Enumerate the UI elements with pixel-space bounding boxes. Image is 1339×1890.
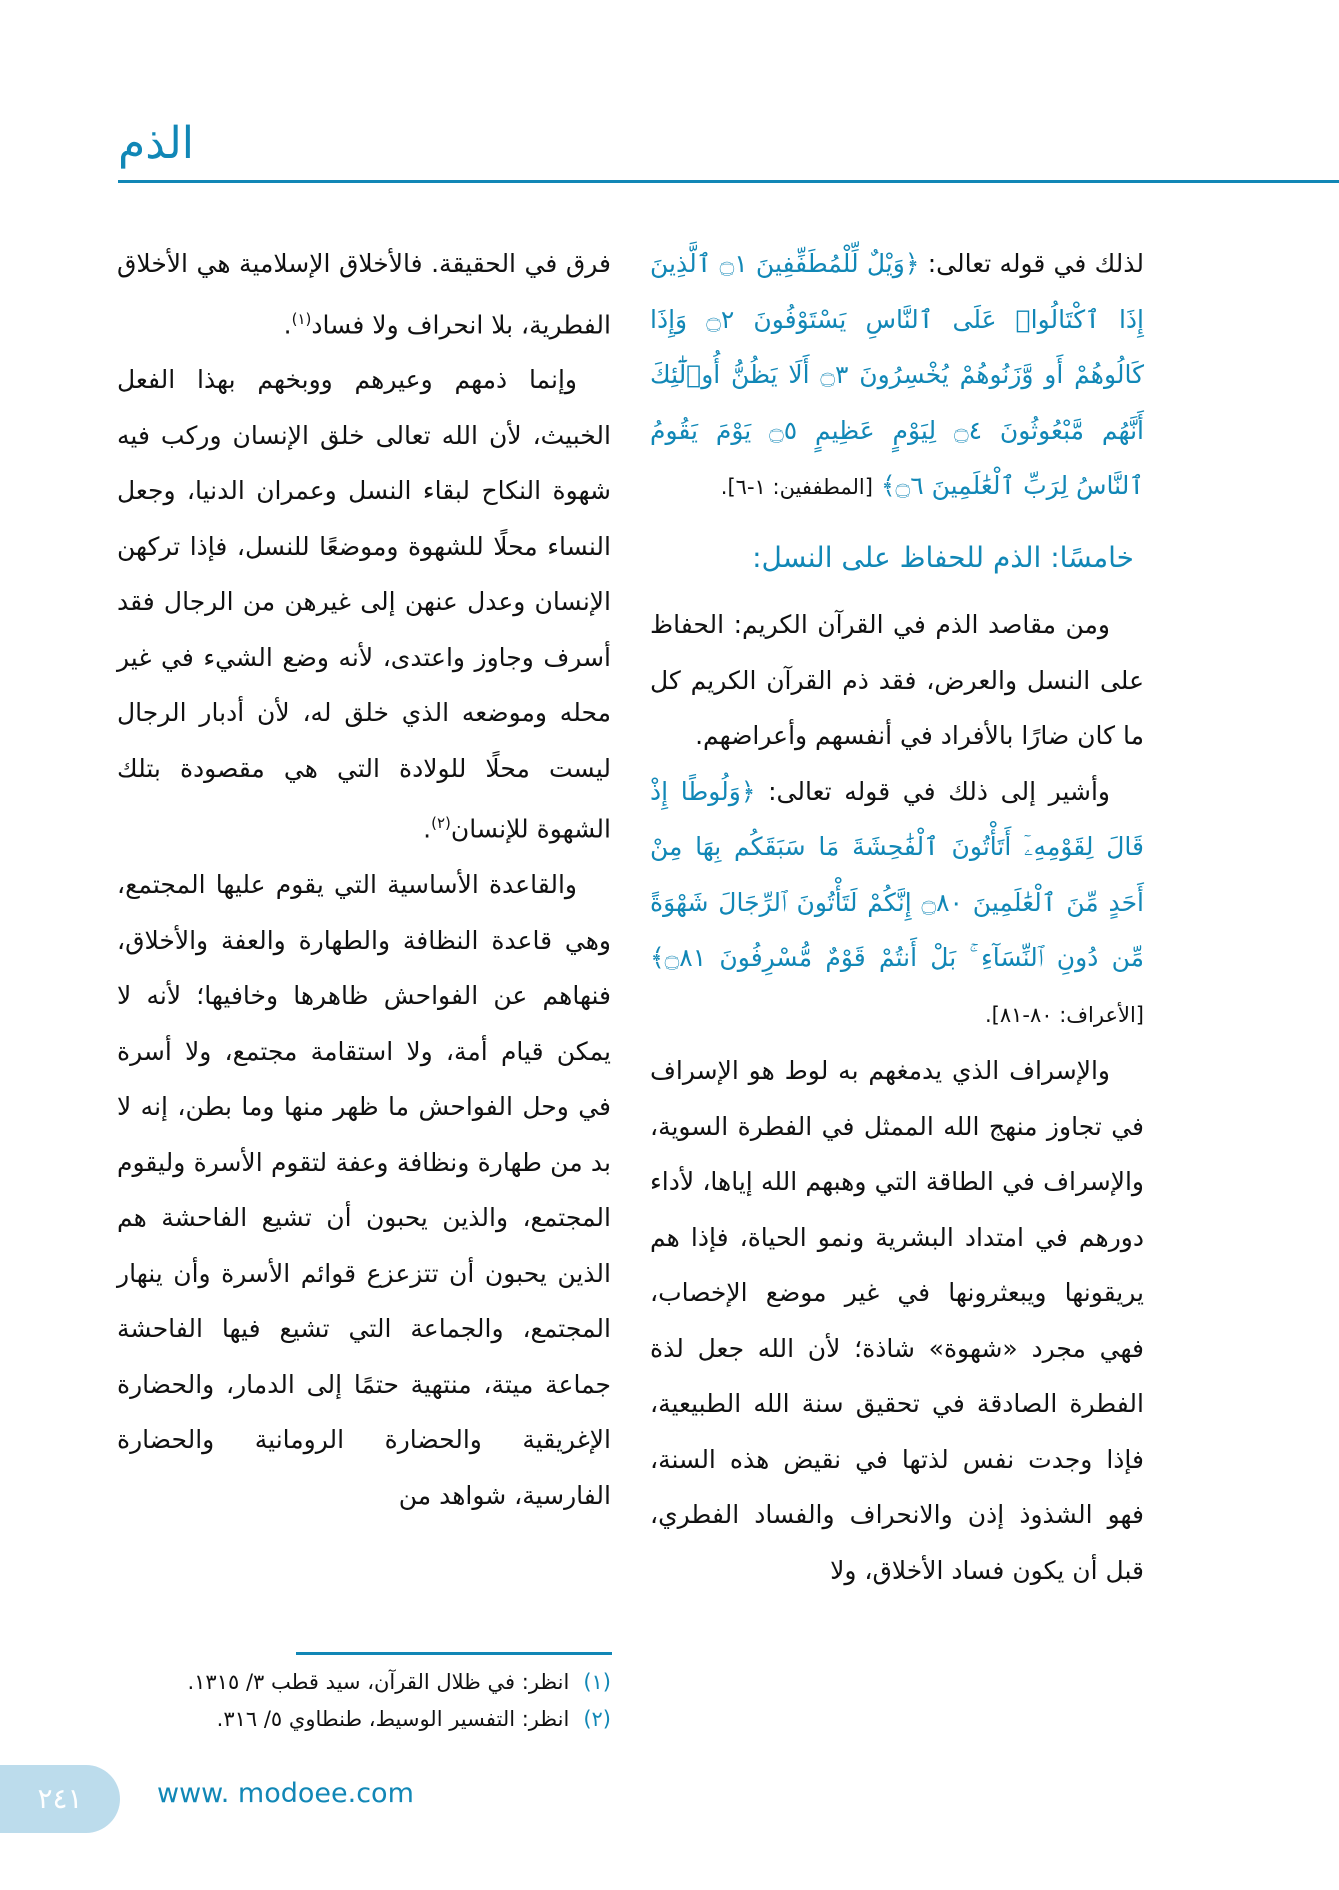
ornate-bracket-open-icon: ﴿ bbox=[740, 776, 756, 806]
footnote bbox=[117, 1664, 611, 1701]
footnote-text: انظر: التفسير الوسيط، طنطاوي ٥/ ٣١٦. bbox=[216, 1707, 570, 1731]
verse-paragraph-2 bbox=[650, 764, 1144, 1044]
section-heading: خامسًا: الذم للحفاظ على النسل: bbox=[752, 540, 1134, 574]
paragraph-text: وإنما ذمهم وعيرهم ووبخهم بهذا الفعل الخبيث، لأن الله تعالى خلق الإنسان وركب فيه شهوة النكاح لبقاء النسل وعمران الدنيا، وجعل النساء محلًا للشهوة وموضعًا للنسل، فإذا تركهن الإنسان وعدل عنهن إلى غيرهن من الرجال فقد أسرف وجاوز واعتدى، لأنه وضع الشيء في غير محله وموضعه الذي خلق له، لأن أدبار الرجال ليست محلًا للولادة التي هي مقصودة بتلك الشهوة للإنسان bbox=[117, 365, 611, 844]
body-paragraph: ومن مقاصد الذم في القرآن الكريم: الحفاظ على النسل والعرض، فقد ذم القرآن الكريم كل ما كان ضارًا بالأفراد في أنفسهم وأعراضهم. bbox=[650, 610, 1144, 750]
body-paragraph: والقاعدة الأساسية التي يقوم عليها المجتمع، وهي قاعدة النظافة والطهارة والعفة والأخلاق، فنهاهم عن الفواحش ظاهرها وخافيها؛ لأنه لا يمكن قيام أمة، ولا استقامة مجتمع، ولا أسرة في وحل الفواحش ما ظهر منها وما بطن، إنه لا بد من طهارة ونظافة وعفة لتقوم الأسرة وليقوم المجتمع، والذين يحبون أن تشيع الفاحشة هم الذين يحبون أن تتزعزع قوائم الأسرة وأن ينهار المجتمع، والجماعة التي تشيع فيها الفاحشة جماعة ميتة، منتهية حتمًا إلى الدمار، والحضارة الإغريقية والحضارة الرومانية والحضارة الفارسية، شواهد من bbox=[117, 870, 611, 1510]
body-paragraph: والإسراف الذي يدمغهم به لوط هو الإسراف في تجاوز منهج الله الممثل في الفطرة السوية، والإسراف في الطاقة التي وهبهم الله إياها، لأداء دورهم في امتداد البشرية ونمو الحياة، فإذا هم يريقونها ويبعثرونها في غير موضع الإخصاب، فهي مجرد «شهوة» شاذة؛ لأن الله جعل لذة الفطرة الصادقة في تحقيق سنة الله الطبيعية، فإذا وجدت نفس لذتها في نقيض هذه السنة، فهو الشذوذ إذن والانحراف والفساد الفطري، قبل أن يكون فساد الأخلاق، ولا bbox=[650, 1056, 1144, 1585]
quran-verse: وَيْلٌ لِّلْمُطَفِّفِينَ ۝١ ٱلَّذِينَ إِذَا ٱكْتَالُوا۟ عَلَى ٱلنَّاسِ يَسْتَوْفُونَ ۝٢ وَإِذَا كَالُوهُمْ أَو وَّزَنُوهُمْ يُخْسِرُونَ ۝٣ أَلَا يَظُنُّ أُو۟لَٰٓئِكَ أَنَّهُم مَّبْعُوثُونَ ۝٤ لِيَوْمٍ عَظِيمٍ ۝٥ يَوْمَ يَقُومُ ٱلنَّاسُ لِرَبِّ ٱلْعَٰلَمِينَ ۝٦ bbox=[650, 249, 1144, 500]
website-link[interactable]: www. modoee.com bbox=[157, 1778, 414, 1809]
verse-reference: [الأعراف: ٨٠-٨١]. bbox=[984, 1002, 1144, 1027]
footnote bbox=[117, 1701, 611, 1738]
header-rule bbox=[118, 180, 1339, 183]
left-column bbox=[117, 236, 611, 1523]
ornate-bracket-close-icon: ﴾ bbox=[880, 471, 896, 500]
verse-paragraph-1 bbox=[650, 236, 1144, 516]
footnote-text: انظر: في ظلال القرآن، سيد قطب ٣/ ١٣١٥. bbox=[187, 1670, 570, 1694]
body-paragraph bbox=[117, 236, 611, 352]
footnotes bbox=[117, 1664, 611, 1738]
ornate-bracket-close-icon: ﴾ bbox=[650, 943, 665, 972]
footnote-number: (٢) bbox=[583, 1707, 611, 1731]
footnote-ref[interactable]: (٢) bbox=[431, 814, 451, 833]
body-paragraph bbox=[117, 352, 611, 857]
footnote-ref[interactable]: (١) bbox=[291, 309, 312, 328]
paragraph-text: فرق في الحقيقة. فالأخلاق الإسلامية هي الأخلاق الفطرية، بلا انحراف ولا فساد bbox=[117, 249, 611, 339]
chapter-title: الذم bbox=[118, 118, 194, 169]
verse-reference: [المطففين: ١-٦]. bbox=[720, 475, 873, 499]
footnote-number: (١) bbox=[583, 1670, 611, 1694]
verse-intro: لذلك في قوله تعالى: bbox=[927, 249, 1144, 278]
page-number: ٢٤١ bbox=[0, 1765, 120, 1833]
period: . bbox=[423, 814, 432, 844]
right-column bbox=[650, 236, 1144, 1598]
period: . bbox=[283, 309, 292, 339]
verse-intro: وأشير إلى ذلك في قوله تعالى: bbox=[768, 776, 1110, 806]
footnote-rule bbox=[296, 1652, 612, 1655]
quran-verse: وَلُوطًا إِذْ قَالَ لِقَوْمِهِۦٓ أَتَأْتُونَ ٱلْفَٰحِشَةَ مَا سَبَقَكُم بِهَا مِنْ أَحَدٍ مِّنَ ٱلْعَٰلَمِينَ ۝٨٠ إِنَّكُمْ لَتَأْتُونَ ٱلرِّجَالَ شَهْوَةً مِّن دُونِ ٱلنِّسَآءِ ۚ بَلْ أَنتُمْ قَوْمٌ مُّسْرِفُونَ ۝٨١ bbox=[650, 776, 1144, 972]
ornate-bracket-open-icon: ﴿ bbox=[904, 249, 920, 278]
